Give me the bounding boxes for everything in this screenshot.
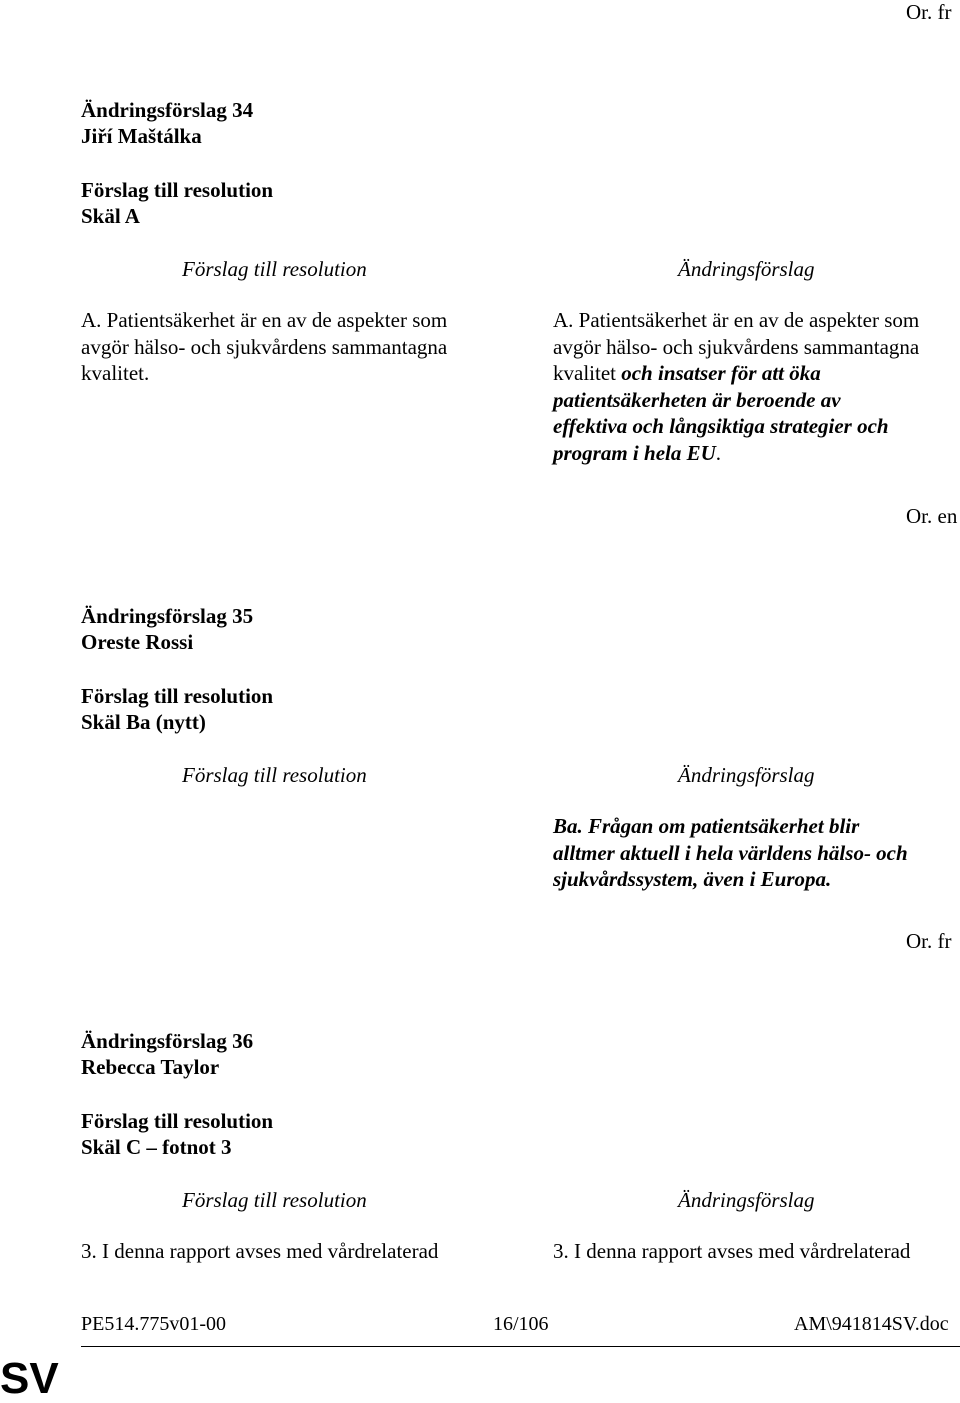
text-line: avgör hälso- och sjukvårdens sammantagna xyxy=(553,334,920,359)
document-label: Förslag till resolution xyxy=(81,1109,274,1133)
footer-divider xyxy=(81,1346,960,1347)
column-heading-right: Ändringsförslag xyxy=(678,1188,815,1212)
amendment-number: Ändringsförslag 36 xyxy=(81,1029,254,1053)
section-label: Skäl Ba (nytt) xyxy=(81,710,206,734)
footer-document-reference: PE514.775v01-00 xyxy=(81,1313,226,1335)
text-line: sjukvårdssystem, även i Europa. xyxy=(553,867,832,891)
origin-label: Or. en xyxy=(906,504,958,528)
text-plain: kvalitet xyxy=(553,361,622,385)
document-label: Förslag till resolution xyxy=(81,684,274,708)
original-text: 3. I denna rapport avses med vårdrelaterad xyxy=(81,1239,439,1263)
text-line: A. Patientsäkerhet är en av de aspekter som xyxy=(553,308,920,332)
section-label: Skäl A xyxy=(81,204,140,228)
column-heading-right: Ändringsförslag xyxy=(678,763,815,787)
text-emphasis: effektiva och långsiktiga strategier och xyxy=(553,414,889,438)
column-heading-left: Förslag till resolution xyxy=(182,1188,367,1212)
amendment-number: Ändringsförslag 34 xyxy=(81,98,254,122)
section-label: Skäl C – fotnot 3 xyxy=(81,1135,232,1159)
language-code: SV xyxy=(0,1354,59,1403)
origin-label: Or. fr xyxy=(906,929,952,953)
amended-text: 3. I denna rapport avses med vårdrelaterad xyxy=(553,1239,911,1263)
text-line: avgör hälso- och sjukvårdens sammantagna xyxy=(81,334,448,359)
text-line: alltmer aktuell i hela världens hälso- och xyxy=(553,840,908,865)
text-emphasis: patientsäkerheten är beroende av xyxy=(553,387,841,412)
column-heading-left: Förslag till resolution xyxy=(182,763,367,787)
text-line xyxy=(553,360,960,387)
amended-text xyxy=(553,307,960,466)
origin-label-top: Or. fr xyxy=(906,0,952,24)
original-text xyxy=(81,307,491,387)
footer-page-number: 16/106 xyxy=(493,1313,549,1335)
footer-file-name: AM\941814SV.doc xyxy=(794,1313,949,1335)
text-line: kvalitet. xyxy=(81,361,150,385)
amendment-author: Rebecca Taylor xyxy=(81,1055,220,1079)
text-line xyxy=(553,440,960,467)
text-line: Ba. Frågan om patientsäkerhet blir xyxy=(553,814,860,838)
amended-text xyxy=(553,813,960,893)
text-emphasis: program i hela EU xyxy=(553,440,716,465)
amendment-number: Ändringsförslag 35 xyxy=(81,604,254,628)
amendment-author: Jiří Maštálka xyxy=(81,124,202,148)
text-plain: . xyxy=(715,440,722,465)
column-heading-right: Ändringsförslag xyxy=(678,257,815,281)
document-label: Förslag till resolution xyxy=(81,178,274,202)
column-heading-left: Förslag till resolution xyxy=(182,257,367,281)
text-line: A. Patientsäkerhet är en av de aspekter som xyxy=(81,308,448,332)
text-emphasis: och insatser för att öka xyxy=(621,361,821,385)
amendment-author: Oreste Rossi xyxy=(81,630,194,654)
